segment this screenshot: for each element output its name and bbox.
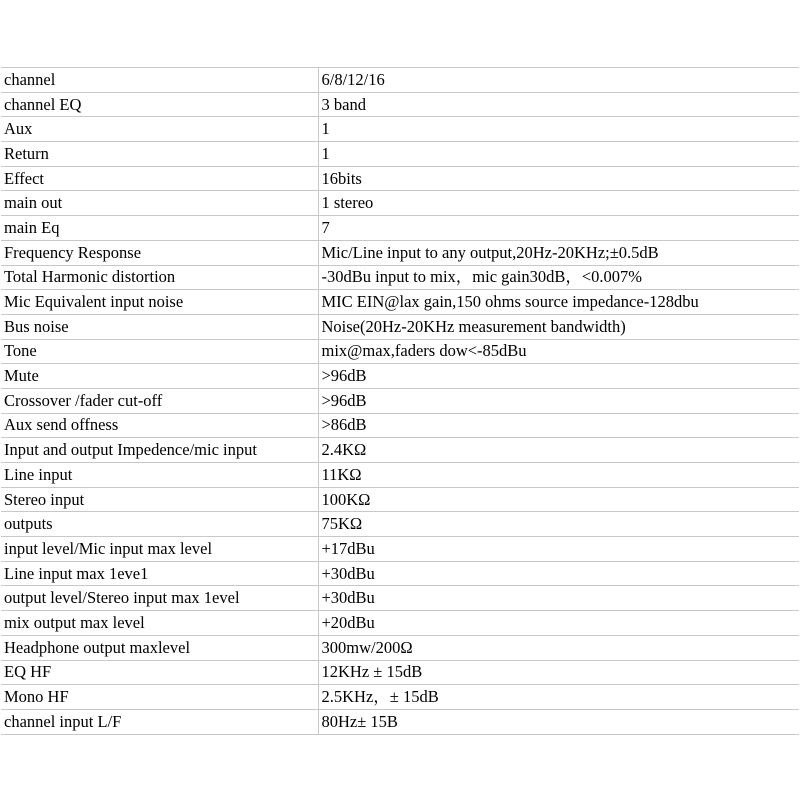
param-cell: channel input L/F	[1, 709, 318, 734]
value-cell: 80Hz± 15B	[318, 709, 799, 734]
value-cell: 1	[318, 117, 799, 142]
param-cell: Bus noise	[1, 314, 318, 339]
value-cell: >96dB	[318, 364, 799, 389]
value-cell: +30dBu	[318, 561, 799, 586]
value-cell: +20dBu	[318, 611, 799, 636]
param-cell: Stereo input	[1, 487, 318, 512]
param-cell: Headphone output maxlevel	[1, 635, 318, 660]
param-cell: Return	[1, 142, 318, 167]
param-cell: Input and output Impedence/mic input	[1, 438, 318, 463]
param-cell: Crossover /fader cut-off	[1, 388, 318, 413]
value-cell: 2.5KHz，± 15dB	[318, 685, 799, 710]
param-cell: Tone	[1, 339, 318, 364]
table-row	[1, 117, 799, 142]
param-cell: Mute	[1, 364, 318, 389]
value-cell: Noise(20Hz-20KHz measurement bandwidth)	[318, 314, 799, 339]
value-cell: 12KHz ± 15dB	[318, 660, 799, 685]
param-cell: Mono HF	[1, 685, 318, 710]
param-cell: channel	[1, 68, 318, 93]
param-cell: Line input max 1eve1	[1, 561, 318, 586]
param-cell: Line input	[1, 463, 318, 488]
value-cell: 16bits	[318, 166, 799, 191]
value-cell: 11KΩ	[318, 463, 799, 488]
param-cell: Total Harmonic distortion	[1, 265, 318, 290]
table-row	[1, 586, 799, 611]
value-cell: >96dB	[318, 388, 799, 413]
param-cell: Aux send offness	[1, 413, 318, 438]
param-cell: EQ HF	[1, 660, 318, 685]
table-row	[1, 709, 799, 734]
param-cell: output level/Stereo input max 1evel	[1, 586, 318, 611]
spec-table	[1, 67, 799, 735]
value-cell: 1 stereo	[318, 191, 799, 216]
table-row	[1, 191, 799, 216]
table-row	[1, 611, 799, 636]
param-cell: Mic Equivalent input noise	[1, 290, 318, 315]
param-cell: Aux	[1, 117, 318, 142]
value-cell: 6/8/12/16	[318, 68, 799, 93]
value-cell: -30dBu input to mix，mic gain30dB，<0.007%	[318, 265, 799, 290]
param-cell: channel EQ	[1, 92, 318, 117]
table-row	[1, 142, 799, 167]
table-row	[1, 487, 799, 512]
table-row	[1, 537, 799, 562]
param-cell: Frequency Response	[1, 240, 318, 265]
table-row	[1, 512, 799, 537]
table-row	[1, 216, 799, 241]
param-cell: mix output max level	[1, 611, 318, 636]
value-cell: 3 band	[318, 92, 799, 117]
table-row	[1, 314, 799, 339]
table-row	[1, 290, 799, 315]
table-row	[1, 339, 799, 364]
table-row	[1, 561, 799, 586]
param-cell: main Eq	[1, 216, 318, 241]
table-row	[1, 438, 799, 463]
value-cell: Mic/Line input to any output,20Hz-20KHz;±0.5dB	[318, 240, 799, 265]
value-cell: 100KΩ	[318, 487, 799, 512]
table-row	[1, 68, 799, 93]
value-cell: 2.4KΩ	[318, 438, 799, 463]
table-row	[1, 635, 799, 660]
table-row	[1, 240, 799, 265]
param-cell: input level/Mic input max level	[1, 537, 318, 562]
table-row	[1, 92, 799, 117]
value-cell: >86dB	[318, 413, 799, 438]
value-cell: MIC EIN@lax gain,150 ohms source impedance-128dbu	[318, 290, 799, 315]
value-cell: 75KΩ	[318, 512, 799, 537]
table-row	[1, 388, 799, 413]
param-cell: Effect	[1, 166, 318, 191]
value-cell: +17dBu	[318, 537, 799, 562]
value-cell: 7	[318, 216, 799, 241]
table-row	[1, 463, 799, 488]
value-cell: +30dBu	[318, 586, 799, 611]
value-cell: 1	[318, 142, 799, 167]
param-cell: main out	[1, 191, 318, 216]
table-row	[1, 265, 799, 290]
value-cell: mix@max,faders dow<-85dBu	[318, 339, 799, 364]
param-cell: outputs	[1, 512, 318, 537]
table-row	[1, 364, 799, 389]
table-row	[1, 685, 799, 710]
table-row	[1, 660, 799, 685]
table-row	[1, 413, 799, 438]
value-cell: 300mw/200Ω	[318, 635, 799, 660]
table-row	[1, 166, 799, 191]
